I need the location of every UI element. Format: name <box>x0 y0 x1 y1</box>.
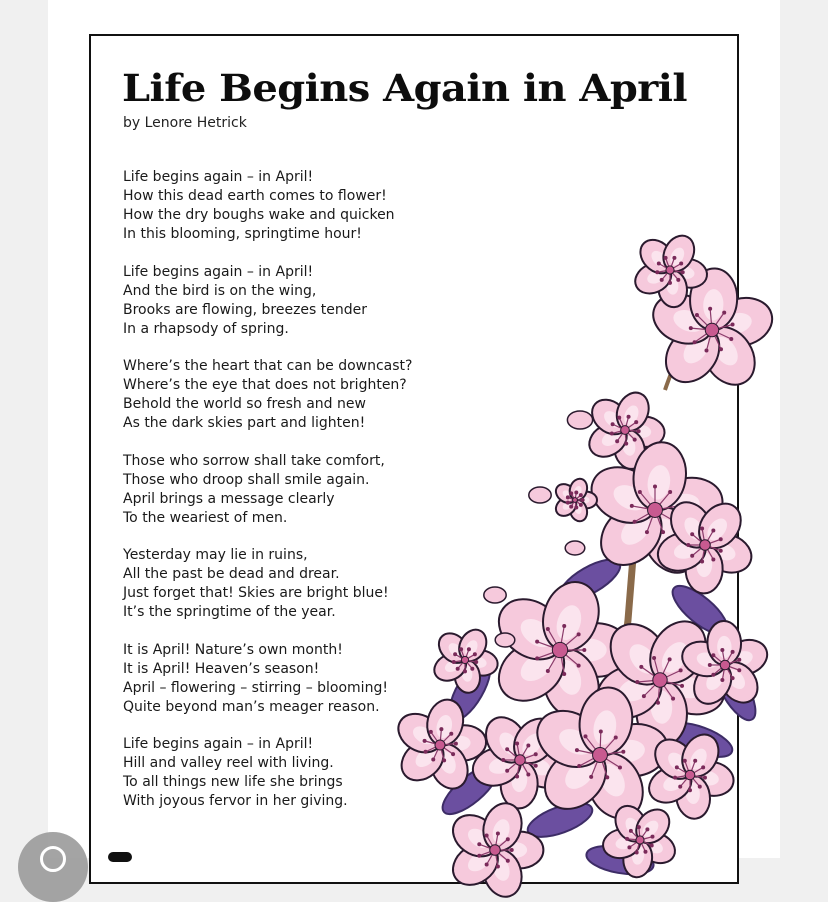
poem-line: To the weariest of men. <box>123 509 288 526</box>
poem-line: Life begins again – in April! <box>123 263 314 280</box>
poem-line: In a rhapsody of spring. <box>123 320 289 337</box>
poem-line: Yesterday may lie in ruins, <box>123 547 308 563</box>
poem-line: How the dry boughs wake and quicken <box>123 207 395 223</box>
poem-line: All the past be dead and drear. <box>123 566 340 582</box>
partial-icon <box>108 852 132 862</box>
poem-line: Life begins again – in April! <box>123 736 314 752</box>
poem-line: With joyous fervor in her giving. <box>123 793 348 809</box>
poem-line: Where’s the heart that can be downcast? <box>123 358 413 374</box>
poem-title: Life Begins Again in April <box>122 66 688 110</box>
poem-line: And the bird is on the wing, <box>123 282 317 299</box>
poem-line: It is April! Nature’s own month! <box>123 641 343 658</box>
poem-line: Life begins again – in April! <box>123 169 314 185</box>
poem-line: Brooks are flowing, breezes tender <box>123 301 368 318</box>
poem-line: Just forget that! Skies are bright blue! <box>123 585 389 601</box>
poem-line: Where’s the eye that does not brighten? <box>123 377 407 393</box>
poem-line: Those who sorrow shall take comfort, <box>123 452 385 469</box>
poem-line: How this dead earth comes to flower! <box>123 188 387 204</box>
poem-author: by Lenore Hetrick <box>123 115 247 131</box>
poem-line: It’s the springtime of the year. <box>123 604 336 620</box>
poem-line: To all things new life she brings <box>123 774 343 790</box>
poem-line: Quite beyond man’s meager reason. <box>123 698 380 715</box>
poem-line: In this blooming, springtime hour! <box>123 226 362 242</box>
poem-line: April – flowering – stirring – blooming! <box>123 679 388 696</box>
poem-line: As the dark skies part and lighten! <box>123 415 366 431</box>
cherry-blossom-illustration <box>390 230 790 870</box>
circle-icon <box>40 846 66 872</box>
poem-line: April brings a message clearly <box>123 490 335 507</box>
poem-line: It is April! Heaven’s season! <box>123 660 320 677</box>
poem-line: Hill and valley reel with living. <box>123 755 334 771</box>
poem-line: Behold the world so fresh and new <box>123 396 366 412</box>
poem-line: Those who droop shall smile again. <box>123 471 370 488</box>
